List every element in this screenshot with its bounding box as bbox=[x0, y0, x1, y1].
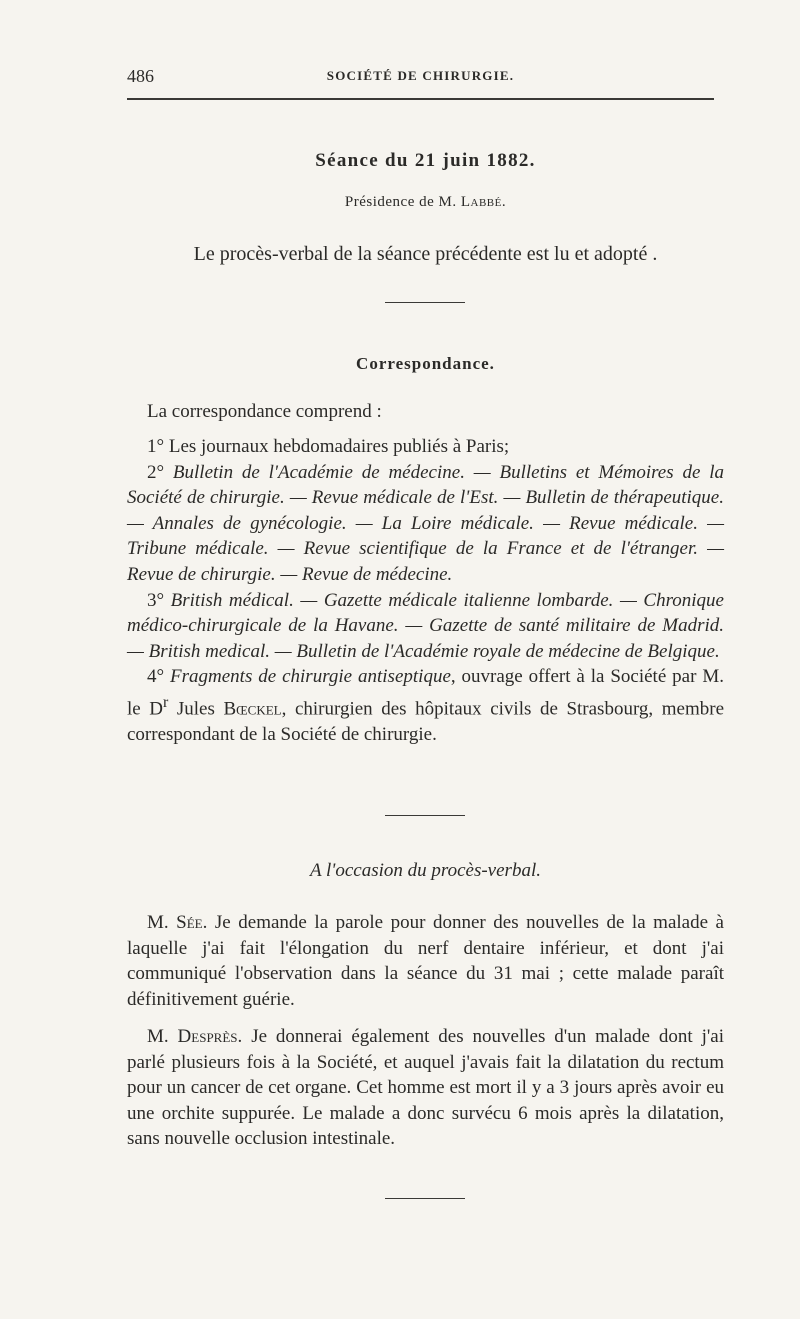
correspondance-intro: La correspondance comprend : bbox=[147, 401, 382, 422]
correspondance-item-1: 1° Les journaux hebdomadaires publiés à Paris; bbox=[147, 436, 510, 457]
presidence-name: Labbé bbox=[460, 194, 502, 210]
paragraph-despres bbox=[127, 1024, 724, 1152]
running-head: SOCIÉTÉ DE CHIRURGIE. bbox=[326, 68, 515, 83]
occasion-heading: A l'occasion du procès-verbal. bbox=[310, 860, 541, 881]
presidence-line bbox=[127, 194, 724, 211]
correspondance-item-3 bbox=[127, 588, 724, 665]
item-3-number: 3° bbox=[147, 589, 171, 611]
correspondance-item-4 bbox=[127, 664, 724, 747]
seance-title: Séance du 21 juin 1882. bbox=[315, 150, 536, 171]
see-text: Je demande la parole pour donner des nouvelles de la malade à laquelle j'ai fait l'élongation du nerf dentaire inférieur, et dont j'ai communiqué l'observation dans la séance du 31 mai ; cette malade paraît définitivement guérie. bbox=[127, 912, 724, 1010]
item-4-name: Bœckel bbox=[223, 698, 282, 720]
presidence-suffix: . bbox=[501, 194, 507, 210]
item-4-title: Fragments de chirurgie antiseptique bbox=[170, 666, 451, 688]
item-2-number: 2° bbox=[147, 461, 173, 483]
section-divider-3 bbox=[385, 1198, 465, 1199]
page-header bbox=[127, 66, 714, 88]
header-rule bbox=[127, 98, 714, 100]
item-3-text: British médical. — Gazette médicale italienne lombarde. — Chronique médico-chirurgicale de la Havane. — Gazette de santé militaire de Madrid. — British medical. — Bulletin de l'Académie royale de médecine de Belgique. bbox=[127, 589, 724, 662]
section-divider-1 bbox=[385, 302, 465, 303]
item-2-text: Bulletin de l'Académie de médecine. — Bulletins et Mémoires de la Société de chirurgie. — Revue médicale de l'Est. — Bulletin de thérapeutique. — Annales de gynécologie. — La Loire médicale. — Revue médicale. — Tribune médicale. — Revue scientifique de la France et de l'étranger. — Revue de chirurgie. — Revue de médecine. bbox=[127, 461, 724, 585]
item-4-number: 4° bbox=[147, 666, 171, 688]
item-4-post: , chirurgien des hôpitaux civils de Strasbourg, membre correspondant de la Société de chirurgie. bbox=[127, 698, 725, 745]
correspondance-item-2 bbox=[127, 460, 724, 588]
paragraph-see bbox=[127, 910, 724, 1012]
presidence-prefix: Présidence de M. bbox=[344, 194, 461, 210]
proces-verbal-statement: Le procès-verbal de la séance précédente est lu et adopté . bbox=[193, 243, 658, 265]
despres-text: Je donnerai également des nouvelles d'un malade dont j'ai parlé plusieurs fois à la Société, et auquel j'avais fait la dilatation du rectum pour un cancer de cet organe. Cet homme est mort il y a 3 jours après avoir eu une orchite suppurée. Le malade a donc survécu 6 mois après la dilatation, sans nouvelle occlusion intestinale. bbox=[127, 1026, 724, 1150]
speaker-see: M. Sée. bbox=[147, 912, 208, 933]
correspondance-heading: Correspondance. bbox=[356, 354, 495, 373]
speaker-despres: M. Desprès. bbox=[147, 1026, 243, 1047]
page-number: 486 bbox=[127, 66, 154, 86]
correspondance-list bbox=[127, 434, 724, 747]
item-4-pre: , ouvrage offert à la Société par M. le D bbox=[127, 666, 724, 720]
item-4-name-plain: Jules bbox=[168, 698, 224, 720]
item-4-sup: r bbox=[163, 693, 169, 711]
section-divider-2 bbox=[385, 815, 465, 816]
